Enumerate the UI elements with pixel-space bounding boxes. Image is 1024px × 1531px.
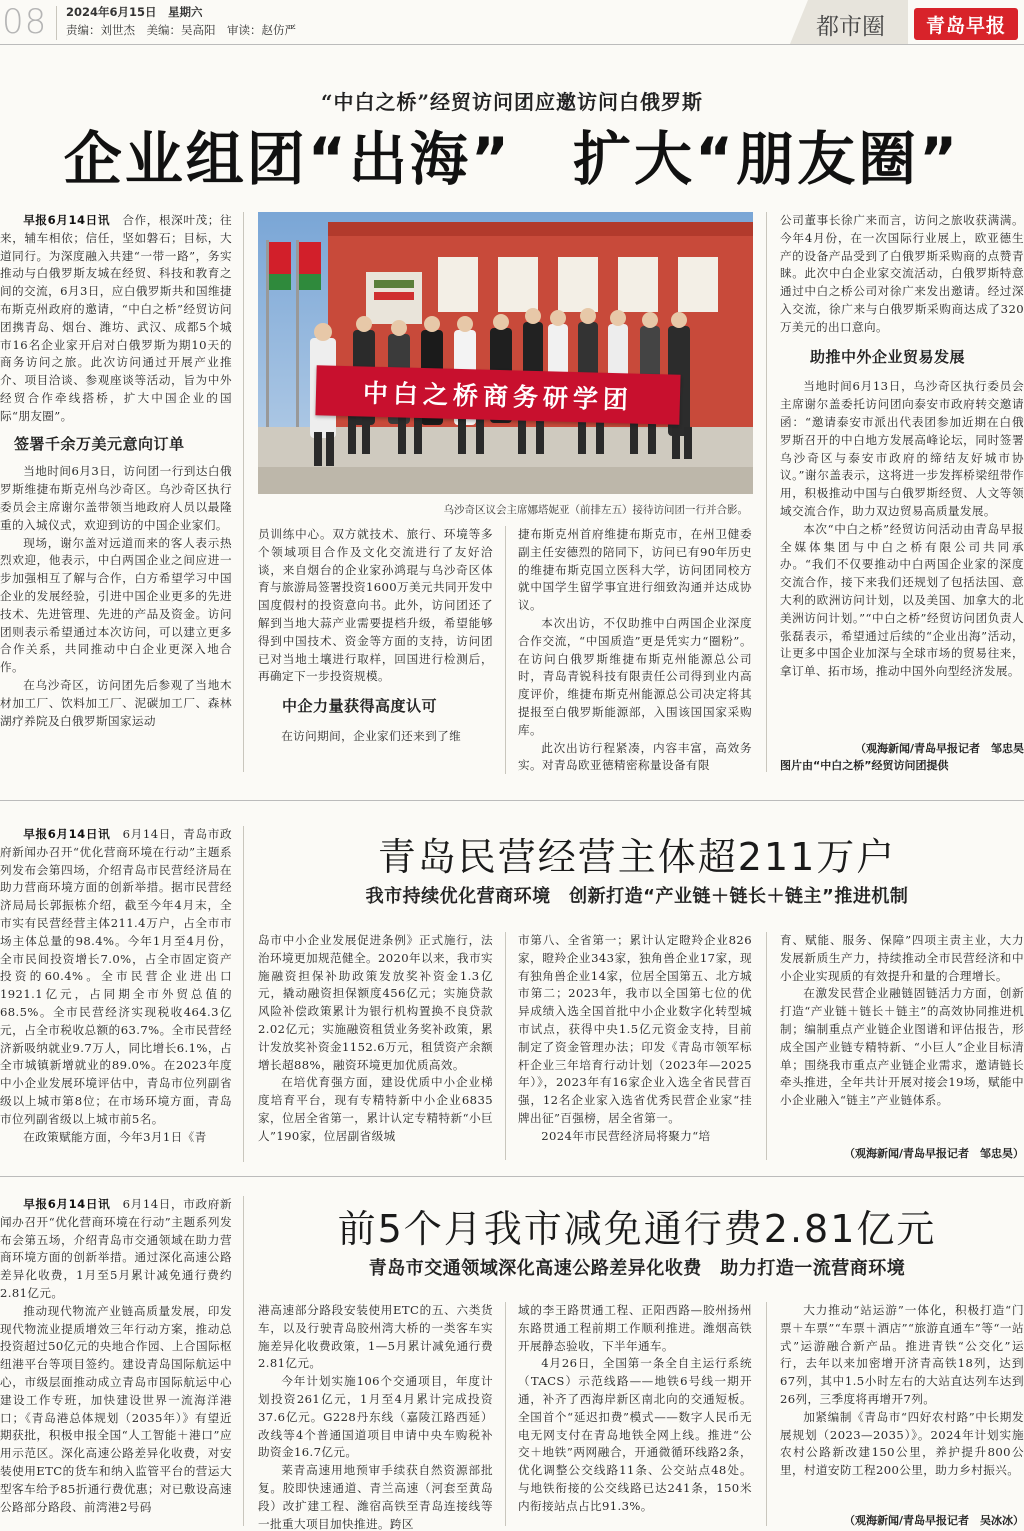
article2-col2-para: 在培优育强方面，建设优质中小企业梯度培育平台，现有专精特新中小企业6835家，位居全省第一，累计认定专精特新“小巨人”190家，位居副省级城 [258,1075,493,1143]
para-text: 6月14日，青岛市政府新闻办召开“优化营商环境在行动”主题系列发布会第四场，介绍青岛市民营经济局在助力营商环境方面的创新举措。据市民营经济局局长郭振栋介绍，截至今年4月末，全市实有民营经营主体211.4万户，占全市市场主体总量的98.4%。今年1月至4月份，全市民间投资增长7.0%，占全市固定资产投资的60.4%。全市民营企业进出口1921.1亿元，占同期全市外贸总值的68.5%。全市民营经济实现税收464.3亿元，占全市税收总额的63.7%。全市民营经济新吸纳就业9.7万人，同比增长6.1%，占全市城镇新增就业的89.0%。在2023年度中小企业发展环境评估中，青岛市位列副省级以上城市第8位；在市场环境方面，青岛市位列副省级以上城市前5名。 [0,827,232,1126]
group-photo [258,212,753,494]
article3-col1-para [0,1196,232,1303]
page-number: 08 [2,2,48,42]
article2-col4-para: 在激发民营企业融链固链活力方面，创新打造“产业链＋链长＋链主”的高效协同推进机制；编制重点产业链企业图谱和评估报告，形成全国产业链专精特新、“小巨人”企业目标清单；围绕我市重点产业链企业需求，邀请链长牵头推进，全年共计开展对接会19场，赋能中小企业融入“链主”产业链体系。 [780,986,1024,1108]
article2-deck: 我市持续优化营商环境 创新打造“产业链＋链长＋链主”推进机制 [365,886,909,907]
header-rule [0,44,1024,45]
article3-credit: （观海新闻/青岛早报记者 吴冰冰） [843,1514,1024,1527]
article3-col3-para: 4月26日，全国第一条全自主运行系统（TACS）示范线路——地铁6号线一期开通，补齐了西海岸新区南北向的交通短板。全国首个“延迟扣费”模式——数字人民币无电无网支付在青岛地铁全网上线。推进“公交＋地铁”两网融合，开通微循环线路2条，优化调整公交线路11条、公交站点48处。与地铁衔接的公交线路已达241条，150米内衔接站点占比91.3%。 [518,1356,752,1513]
editors-line: 责编：刘世杰 美编：吴高阳 审读：赵仿严 [66,23,296,37]
article3-col3 [518,1302,752,1531]
column-rule [505,932,506,1160]
article1-col4 [780,212,1024,738]
article3-col3-para: 域的李王路贯通工程、正阳西路—胶州扬州东路贯通工程前期工作顺利推进。潍烟高铁开展静态验收，下半年通车。 [518,1303,752,1353]
article2-headline: 青岛民营经营主体超211万户 [377,835,897,879]
article1-col3-para: 捷布斯克州首府维捷布斯克市，在州卫健委副主任安德烈的陪同下，访问已有90年历史的维捷布斯克国立医科大学，访问团同校方就中国学生留学事宜进行细致沟通并达成协议。 [518,527,752,613]
section-name: 都市圈 [816,14,885,40]
column-rule [766,212,767,772]
date-line: 2024年6月15日 星期六 [66,5,203,19]
para-text: 合作，根深叶茂；往来，辅车相依；信任，坚如磐石；目标，大道同行。为深度融入共建“一带一路”，务实推动与白俄罗斯友城在经贸、科技和教育之间的交流，6月3日，应白俄罗斯共和国维捷布斯克州政府的邀请，“中白之桥”经贸访问团携青岛、烟台、潍坊、武汉、成都5个城市16名企业家开启对白俄罗斯为期10天的商务访问之旅。此次访问通过开展产业推介、项目洽谈、参观座谈等活动，旨为中外经贸合作牵线搭桥，扩大中国企业的国际“朋友圈”。 [0,213,232,423]
article-divider [0,800,1024,801]
article2-col1-para [0,826,232,1129]
column-rule [243,212,244,772]
section-tab-shape [790,0,808,44]
article1-kicker: “中白之桥”经贸访问团应邀访问白俄罗斯 [320,90,703,114]
article1-col4-para: 当地时间6月13日，乌沙奇区执行委员会主席谢尔盖委托访问团向泰安市政府转交邀请函：“邀请泰安市派出代表团参加近期在白俄罗斯召开的中白地方发展高峰论坛，同时签署乌沙奇区与泰安市政府的缔结友好城市协议。”谢尔盖表示，这将进一步发挥桥梁纽带作用，积极推动中国与白俄罗斯经贸、人文等领域交流合作，助力双边贸易高质量发展。 [780,379,1024,518]
article1-col4-para: 本次“中白之桥”经贸访问活动由青岛早报全媒体集团与中白之桥有限公司共同承办。“我们不仅要推动中白两国企业家的深度交流合作，接下来我们还规划了包括法国、意大利的欧洲访问计划，以及美国、加拿大的北美洲访问计划。”“中白之桥”经贸访问团负责人张磊表示，希望通过后续的“企业出海”活动，让更多中国企业加深与全球市场的贸易往来，拿订单、拓市场，推动中国外向型经济发展。 [780,521,1024,679]
article3-col4-para: 加紧编制《青岛市“四好农村路”中长期发展规划（2023—2035）》。2024年计划实施农村公路新改建150公里，养护提升800公里，村道安防工程200公里，助力乡村振兴。 [780,1409,1024,1478]
para-text: 6月14日，市政府新闻办召开“优化营商环境在行动”主题系列发布会第五场，介绍青岛市交通领域在助力营商环境方面的创新举措。通过深化高速公路差异化收费，1月至5月累计减免通行费约2.81亿元。 [0,1197,232,1300]
article1-col3-para: 本次出访，不仅助推中白两国企业深度合作交流，“中国质造”更是凭实力“圈粉”。在访问白俄罗斯维捷布斯克州能源总公司时，青岛青锐科技有限责任公司得到业内高度评价，维捷布斯克州能源总公司决定将其提报至白俄罗斯能源部，入围该国国家采购库。 [518,615,752,737]
article3-col2-para: 今年计划实施106个交通项目，年度计划投资261亿元，1月至4月累计完成投资37.6亿元。G228丹东线（嘉陵江路西延）改线等4个普通国道项目申请中央车购税补助资金16.7亿元。 [258,1374,493,1460]
photo-banner-text: 中白之桥商务研学团 [362,378,634,415]
article1-col1-para: 在乌沙奇区，访问团先后参观了当地木材加工厂、饮料加工厂、泥碳加工厂、森林湖疗养院及白俄罗斯国家运动 [0,677,232,728]
article1-col2-para: 在访问期间，企业家们还来到了维 [281,728,462,743]
article3-deck: 青岛市交通领域深化高速公路差异化收费 助力打造一流营商环境 [368,1258,906,1279]
article2-col2 [258,932,493,1164]
article2-col1 [0,826,232,1166]
article3-col1 [0,1196,232,1531]
article1-col3 [518,526,752,776]
article3-col2-para: 莱青高速用地预审手续获自然资源部批复。胶即快速通道、青兰高速（河套至黄岛段）改扩建工程、潍宿高铁至青岛连接线等一批重大项目加快推进。跨区 [258,1463,493,1531]
photo-banner [315,365,680,425]
article1-photo-credit: 图片由“中白之桥”经贸访问团提供 [780,759,949,772]
newspaper-logo [914,8,1018,40]
article1-subhead3: 助推中外企业贸易发展 [810,347,966,366]
header-divider [56,6,57,40]
article1-col1-para: 当地时间6月3日，访问团一行到达白俄罗斯维捷布斯克州乌沙奇区。乌沙奇区执行委员会主席谢尔盖带领当地政府人员以最隆重的入城仪式，欢迎到访的中国企业家们。 [0,464,232,532]
article1-subhead2: 中企力量获得高度认可 [282,697,438,716]
photo-caption: 乌沙奇区议会主席娜塔妮亚（前排左五）接待访问团一行并合影。 [443,504,748,516]
article2-col3-para: 市第八、全省第一；累计认定瞪羚企业826家，瞪羚企业343家，独角兽企业17家，现有独角兽企业14家，位居全国第五、北方城市第二；2023年，我市以全国第七位的优异成绩入选全国首批中小企业数字化转型城市试点，获得中央1.5亿元资金支持，目前制定了资金管理办法；印发《青岛市领军标杆企业三年培育行动计划（2023年—2025年）》，2023年有16家企业入选全省民营百强，12名企业家入选省优秀民营企业家“挂牌出征”百强榜，居全省第一。 [518,933,752,1125]
article1-col2 [258,526,493,776]
article3-headline: 前5个月我市减免通行费2.81亿元 [337,1207,937,1251]
article2-col4 [780,932,1024,1142]
article3-col4 [780,1302,1024,1510]
article3-col2 [258,1302,493,1531]
article1-col4-para: 公司董事长徐广来而言，访问之旅收获满满。今年4月份，在一次国际行业展上，欧亚德生产的设备产品受到了白俄罗斯采购商的点赞青睐。此次中白企业家交流活动，白俄罗斯特意通过中白之桥公司对徐广来发出邀请。经过深入交流，徐广来与白俄罗斯采购商达成了320万美元的出口意向。 [780,213,1024,334]
dateline: 早报6月14日讯 [23,213,111,227]
column-rule [766,932,767,1160]
column-rule [243,826,244,1162]
article2-col2-para: 岛市中小企业发展促进条例》正式施行，法治环境更加规范健全。2020年以来，我市实施融资担保补助政策发放奖补资金1.3亿元，撬动融资担保额度456亿元；实施贷款风险补偿政策累计为银行机构置换不良贷款2.02亿元；实施融资租赁业务奖补政策，累计发放奖补资金1152.6万元，租赁资产余额增长超88%，融资环境更加优质高效。 [258,933,493,1072]
column-rule [505,1302,506,1526]
article3-col4-para: 大力推动“站运游”一体化，积极打造“门票＋车票”“车票＋酒店”“旅游直通车”等“一站式”运游融合新产品。推进青铁“公交化”运行，去年以来加密增开济青高铁18列，达到67列，其中1.5小时左右的大站直达列车达到26列，三季度将再增开7列。 [780,1303,1024,1406]
article1-headline: 企业组团“出海” 扩大“朋友圈” [63,125,961,193]
article-divider [0,1176,1024,1177]
article3-col1-para: 推动现代物流产业链高质量发展，印发现代物流业提质增效三年行动方案，推动总投资超过50亿元的央地合作园、上合国际枢纽港平台等项目签约。建设青岛国际航运中心，市级层面推动成立青岛市国际航运中心建设工作专班，加快建设世界一流海洋港口；《青岛港总体规划（2035年）》有望近期获批，积极申报全国“人工智能＋港口”应用示范区。深化高速公路差异化收费，对安装使用ETC的货车和纳入监管平台的营运大型客车给予85折通行费优惠；对已敷设高速公路部分路段、前湾港2号码 [0,1303,232,1514]
article1-col2-para: 员训练中心。双方就技术、旅行、环境等多个领域项目合作及文化交流进行了友好洽谈，来自烟台的企业家孙鸿琨与乌沙奇区体育与旅游局签署投资1600万美元共同开发中国度假村的投资意向书。此外，访问团还了解到当地大蒜产业需要提档升级，希望能够得到中国技术、资金等方面的支持，访问团已对当地土壤进行取样，回国进行检测后，再确定下一步投资规模。 [258,527,493,684]
article1-col3-para: 此次出访行程紧凑，内容丰富，高效务实。对青岛欧亚德精密称量设备有限 [518,740,752,773]
article1-credit: （观海新闻/青岛早报记者 邹忠昊 [854,742,1024,755]
column-rule [766,1302,767,1526]
article2-col1-para: 在政策赋能方面，今年3月1日《青 [23,1129,207,1144]
logo-text: 青岛早报 [925,14,1006,37]
article2-col4-para: 育、赋能、服务、保障”四项主责主业，大力发展新质生产力，持续推动全市民营经济和中小企业实现质的有效提升和量的合理增长。 [780,933,1024,983]
dateline: 早报6月14日讯 [23,827,111,841]
column-rule [243,1196,244,1526]
group-photo-illustration [258,212,753,494]
article3-col2-para: 港高速部分路段安装使用ETC的五、六类货车，以及行驶青岛胶州湾大桥的一类客车实施差异化收费政策，1—5月累计减免通行费2.81亿元。 [258,1303,493,1371]
column-rule [505,526,506,774]
article1-col1-para [0,212,232,426]
article2-col3 [518,932,752,1164]
article2-col3-para: 2024年市民营经济局将聚力“培 [541,1128,711,1143]
article1-subhead1: 签署千余万美元意向订单 [14,434,185,453]
article1-col1 [0,212,232,788]
article2-credit: （观海新闻/青岛早报记者 邹忠昊） [843,1147,1024,1160]
dateline: 早报6月14日讯 [23,1197,111,1211]
article1-col1-para: 现场，谢尔盖对远道而来的客人表示热烈欢迎，他表示，中白两国企业之间应进一步加强相互了解与合作，白方希望学习中国企业的发展经验，引进中国企业更多的先进技术、先进管理、先进的产品及资金。访问团则表示希望通过本次访问，可以建立更多合作关系，共同推动中白企业更深入地合作。 [0,535,232,675]
